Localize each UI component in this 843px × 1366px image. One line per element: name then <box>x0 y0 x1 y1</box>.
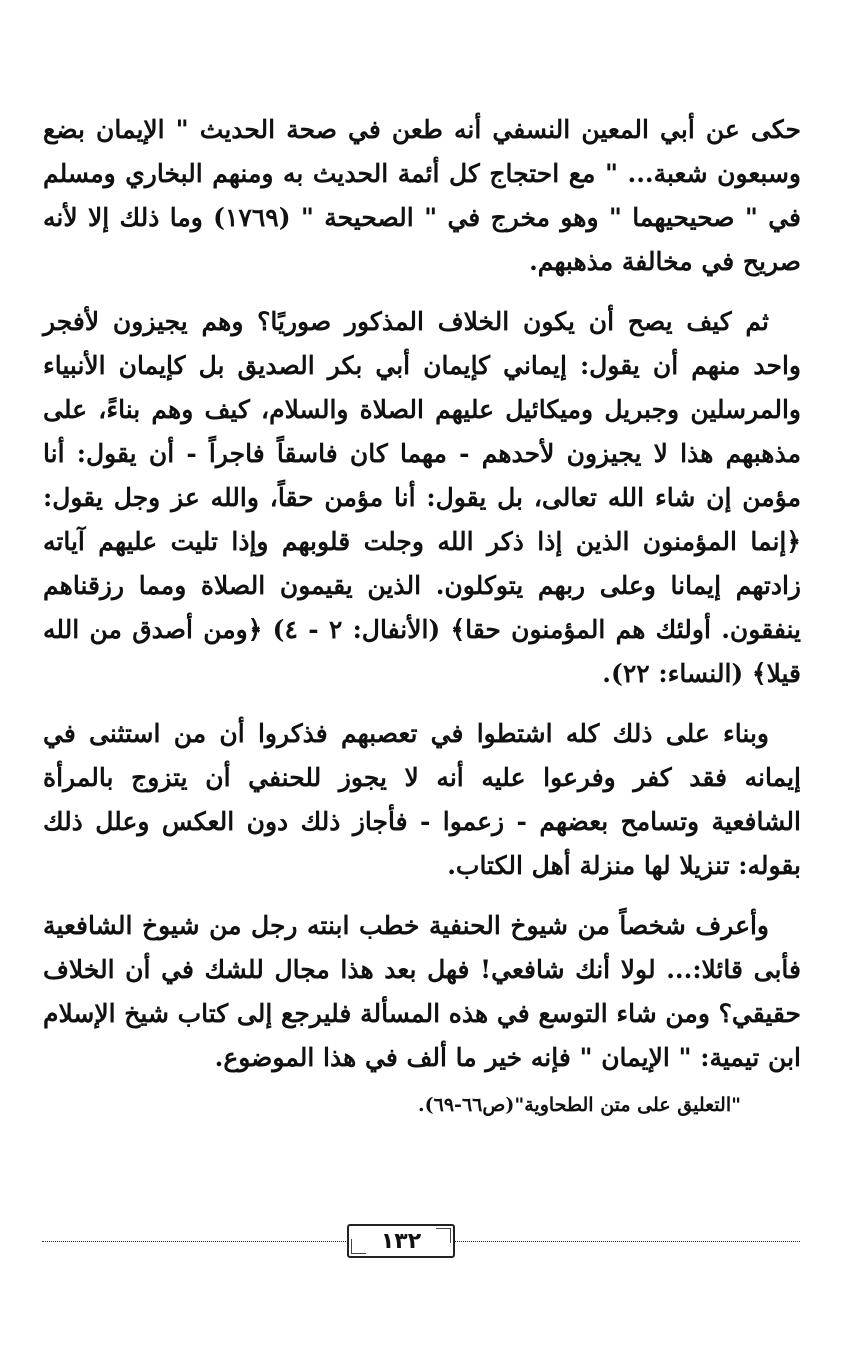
page-number-frame <box>347 1224 455 1258</box>
source-citation: "التعليق على متن الطحاوية"(ص٦٦-٦٩). <box>418 1094 741 1116</box>
paragraph-2: ثم كيف يصح أن يكون الخلاف المذكور صوريًا؟ وهم يجيزون لأفجر واحد منهم أن يقول: إيماني كإيمان أبي بكر الصديق بل كإيمان الأنبياء والمرسلين وجبريل وميكائيل عليهم الصلاة والسلام، كيف وهم بناءً، على مذهبهم هذا لا يجيزون لأحدهم - مهما كان فاسقاً فاجراً - أن يقول: أنا مؤمن إن شاء الله تعالى، بل يقول: أنا مؤمن حقاً، والله عز وجل يقول: ﴿إنما المؤمنون الذين إذا ذكر الله وجلت قلوبهم وإذا تليت عليهم آياته زادتهم إيمانا وعلى ربهم يتوكلون. الذين يقيمون الصلاة ومما رزقناهم ينفقون. أولئك هم المؤمنون حقا﴾ (الأنفال: ٢ - ٤) ﴿ومن أصدق من الله قيلا﴾ (النساء: ٢٢). <box>43 307 801 688</box>
page-number: ١٣٢ <box>380 1228 422 1254</box>
paragraph-1: حكى عن أبي المعين النسفي أنه طعن في صحة الحديث " الإيمان بضع وسبعون شعبة... " مع احتجاج كل أئمة الحديث به ومنهم البخاري ومسلم في " صحيحيهما " وهو مخرج في " الصحيحة " (١٧٦٩) وما ذلك إلا لأنه صريح في مخالفة مذهبهم. <box>43 115 801 276</box>
paragraph-3: وبناء على ذلك كله اشتطوا في تعصبهم فذكروا أن من استثنى في إيمانه فقد كفر وفرعوا عليه أنه لا يجوز للحنفي أن يتزوج بالمرأة الشافعية وتسامح بعضهم - زعموا - فأجاز ذلك دون العكس وعلل ذلك بقوله: تنزيلا لها منزلة أهل الكتاب. <box>43 719 801 880</box>
page-footer <box>42 1224 800 1260</box>
paragraph-4: وأعرف شخصاً من شيوخ الحنفية خطب ابنته رجل من شيوخ الشافعية فأبى قائلا:... لولا أنك شافعي! فهل بعد هذا مجال للشك في أن الخلاف حقيقي؟ ومن شاء التوسع في هذه المسألة فليرجع إلى كتاب شيخ الإسلام ابن تيمية: " الإيمان " فإنه خير ما ألف في هذا الموضوع. <box>43 911 801 1072</box>
page-body <box>43 108 801 1116</box>
